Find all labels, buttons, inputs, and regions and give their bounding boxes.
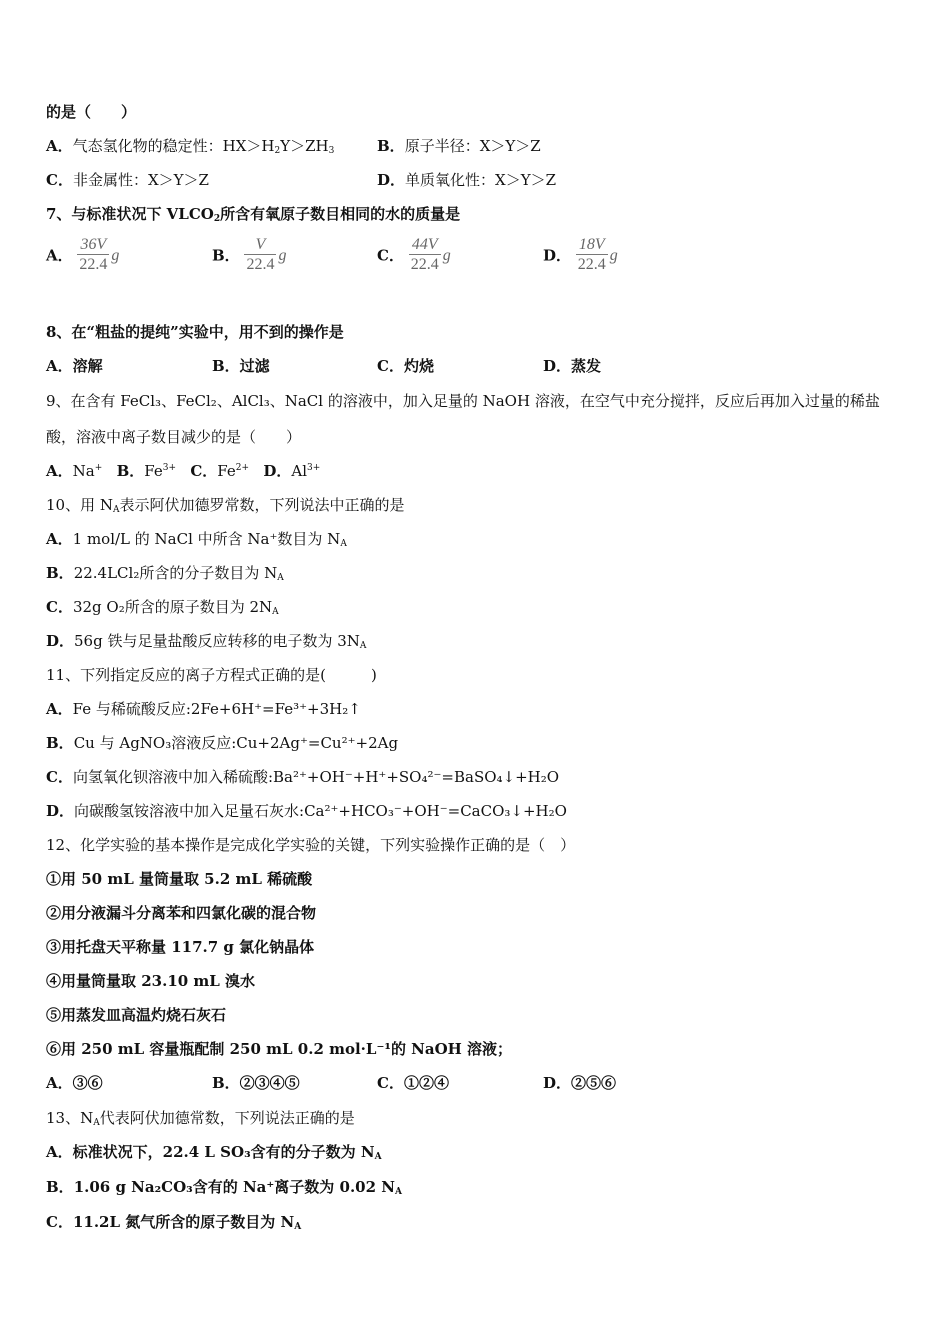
q12-option-b[interactable]: B．②③④⑤ [212, 1074, 300, 1092]
q12-item-6: ⑥用 250 mL 容量瓶配制 250 mL 0.2 mol·L⁻¹的 NaOH 溶液； [46, 1040, 513, 1058]
fraction: $\frac{V}{22.4}$ [246, 236, 275, 273]
q12-item-5: ⑤用蒸发皿高温灼烧石灰石 [46, 1006, 227, 1024]
fraction: $\frac{18V}{22.4}$ [577, 236, 606, 273]
q12-stem: 12、化学实验的基本操作是完成化学实验的关键，下列实验操作正确的是（ ） [46, 836, 576, 854]
q6-option-b[interactable]: B．原子半径：X＞Y＞Z [377, 137, 541, 155]
q13-option-c[interactable]: C．11.2L 氮气所含的原子数目为 $N_A$ [46, 1213, 302, 1232]
q8-option-b[interactable]: B．过滤 [212, 357, 270, 375]
q10-stem: 10、用 $N_A$表示阿伏加德罗常数，下列说法中正确的是 [46, 496, 405, 515]
q10-option-b[interactable]: B．22.4LCl₂所含的分子数目为 $N_A$ [46, 564, 284, 583]
q12-option-d[interactable]: D．②⑤⑥ [543, 1074, 617, 1092]
q9-options [46, 461, 320, 481]
q7-option-c[interactable]: C． $\frac{44V}{22.4}$ g [377, 236, 451, 273]
q11-option-d[interactable]: D．向碳酸氢铵溶液中加入足量石灰水:Ca²⁺+HCO₃⁻+OH⁻=CaCO₃↓+H₂O [46, 802, 567, 820]
q7-option-a[interactable]: A． $\frac{36V}{22.4}$ g [46, 236, 120, 273]
q7-option-b[interactable]: B． $\frac{V}{22.4}$ g [212, 236, 287, 273]
q11-stem: 11、下列指定反应的离子方程式正确的是( ) [46, 666, 377, 684]
q8-option-a[interactable]: A．溶解 [46, 357, 103, 375]
q8-option-c[interactable]: C．灼烧 [377, 357, 434, 375]
q9-option-a[interactable]: A．Na+ [46, 462, 103, 480]
q9-option-c[interactable]: C．$Fe^{2+}$ [190, 462, 250, 480]
fraction: $\frac{44V}{22.4}$ [410, 236, 439, 273]
q6-option-c[interactable]: C．非金属性：X＞Y＞Z [46, 171, 209, 189]
q6-option-d[interactable]: D．单质氧化性：X＞Y＞Z [377, 171, 557, 189]
q12-item-4: ④用量筒量取 23.10 mL 溴水 [46, 972, 256, 990]
q9-stem-line1: 9、在含有 FeCl₃、FeCl₂、AlCl₃、NaCl 的溶液中，加入足量的 NaOH 溶液，在空气中充分搅拌，反应后再加入过量的稀盐 [46, 392, 880, 410]
q12-option-a[interactable]: A．③⑥ [46, 1074, 103, 1092]
q12-item-2: ②用分液漏斗分离苯和四氯化碳的混合物 [46, 904, 317, 922]
q9-option-b[interactable]: B．$Fe^{3+}$ [116, 462, 177, 480]
q10-option-c[interactable]: C．32g O₂所含的原子数目为 $2N_A$ [46, 598, 279, 617]
q6-option-a[interactable]: A．气态氢化物的稳定性：$HX>H_2Y>ZH_3$ [46, 137, 335, 156]
q13-option-a[interactable]: A．标准状况下，22.4 L SO₃含有的分子数为 $N_A$ [46, 1143, 382, 1162]
q6-stem-tail: 的是（ ） [46, 103, 137, 121]
q11-option-c[interactable]: C．向氢氧化钡溶液中加入稀硫酸:Ba²⁺+OH⁻+H⁺+SO₄²⁻=BaSO₄↓+H₂O [46, 768, 560, 786]
fraction: $\frac{36V}{22.4}$ [79, 236, 108, 273]
q9-option-d[interactable]: D．$Al^{3+}$ [263, 462, 321, 480]
q12-item-3: ③用托盘天平称量 117.7 g 氯化钠晶体 [46, 938, 315, 956]
q11-option-a[interactable]: A．Fe 与稀硫酸反应:2Fe+6H⁺=Fe³⁺+3H₂↑ [46, 700, 361, 718]
q13-stem: 13、$N_A$代表阿伏加德常数，下列说法正确的是 [46, 1109, 355, 1128]
q12-item-1: ①用 50 mL 量筒量取 5.2 mL 稀硫酸 [46, 870, 313, 888]
q9-stem-line2: 酸，溶液中离子数目减少的是（ ） [46, 428, 302, 446]
q11-option-b[interactable]: B．Cu 与 AgNO₃溶液反应:Cu+2Ag⁺=Cu²⁺+2Ag [46, 734, 399, 752]
q10-option-d[interactable]: D．56g 铁与足量盐酸反应转移的电子数为 $3N_A$ [46, 632, 367, 651]
q13-option-b[interactable]: B．1.06 g Na₂CO₃含有的 Na⁺离子数为 0.02 $N_A$ [46, 1178, 402, 1197]
q8-option-d[interactable]: D．蒸发 [543, 357, 602, 375]
q10-option-a[interactable]: A．1 mol/L 的 NaCl 中所含 Na⁺数目为 $N_A$ [46, 530, 347, 549]
q7-option-d[interactable]: D． $\frac{18V}{22.4}$ g [543, 236, 618, 273]
q7-stem: 7、与标准状况下 $VLCO_2$所含有氧原子数目相同的水的质量是 [46, 205, 461, 224]
q8-stem: 8、在“粗盐的提纯”实验中，用不到的操作是 [46, 323, 344, 341]
q12-option-c[interactable]: C．①②④ [377, 1074, 449, 1092]
